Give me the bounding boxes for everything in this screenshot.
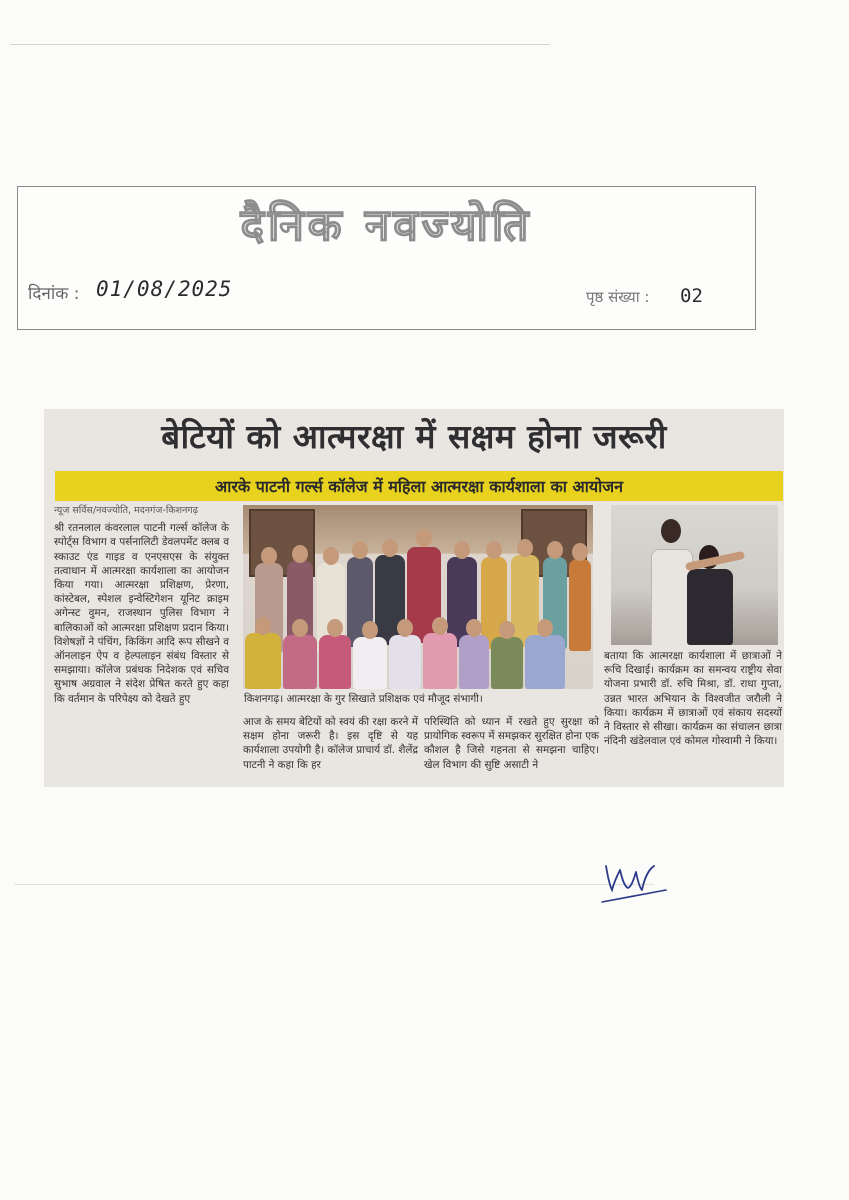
article-column-3: परिस्थिति को ध्यान में रखते हुए सुरक्षा को प्रायोगिक स्वरूप में समझकर सुरक्षित होना एक कौशल है जिसे गहनता से समझना चाहिए। खेल विभाग की सुष्टि असाटी ने — [424, 716, 599, 771]
person-head — [323, 547, 339, 565]
person-figure — [319, 635, 351, 689]
person-head — [261, 547, 277, 565]
person-head — [352, 541, 368, 559]
person-head — [499, 621, 515, 639]
person-figure — [525, 635, 565, 689]
article-byline: न्यूज सर्विस/नवज्योति, मदनगंज-किशनगढ़ — [54, 505, 199, 516]
person-head — [466, 619, 482, 637]
page-number-value: 02 — [680, 285, 703, 307]
article-headline: बेटियों को आत्मरक्षा में सक्षम होना जरूरी — [161, 417, 667, 456]
page-number-label: पृष्ठ संख्या : — [586, 288, 650, 306]
person-figure — [389, 635, 421, 689]
person-head — [517, 539, 533, 557]
newspaper-header-box — [17, 186, 756, 330]
person-head — [454, 541, 470, 559]
group-photo — [243, 505, 593, 689]
column-1-text: श्री रतनलाल कंवरलाल पाटनी गर्ल्स कॉलेज के स्पोर्ट्स विभाग व पर्सनालिटी डेवलपमेंट क्लब व स्काउट एंड गाइड व एनएसएस के संयुक्त तत्वाधान में आत्मरक्षा कार्यशाला का आयोजन किया गया। आत्मरक्षा प्रशिक्षण, प्रेरणा, कांस्टेबल, स्पेशल इन्वेस्टिगेशन यूनिट क्राइम अगेन्स्ट वुमन, राजस्थान पुलिस विभाग ने बालिकाओं को आत्मरक्षा प्रशिक्षण प्रदान किया। विशेषज्ञों ने पंचिंग, किकिंग आदि रूप सीखने व ऑनलाइन ऐप व हेल्पलाइन संबंध विस्तार से समझाया। कॉलेज प्रबंधक निदेशक एवं सचिव सुभाष अग्रवाल ने संदेश प्रेषित करते हुए कहा कि वर्तमान के परिपेक्ष्य को देखते हुए — [54, 522, 229, 705]
date-label: दिनांक : — [28, 284, 80, 304]
person-figure — [353, 637, 387, 689]
newspaper-name: दैनिक नवज्योति — [240, 200, 533, 251]
article-subheadline: आरके पाटनी गर्ल्स कॉलेज में महिला आत्मरक्षा कार्यशाला का आयोजन — [214, 477, 624, 496]
person-head — [416, 529, 432, 547]
photo-caption: किशनगढ़। आत्मरक्षा के गुर सिखाते प्रशिक्षक एवं मौजूद संभागी। — [244, 693, 483, 705]
person-figure — [283, 635, 317, 689]
person-figure — [569, 559, 591, 651]
article-column-4: बताया कि आत्मरक्षा कार्यशाला में छात्राओं ने रूचि दिखाई। कार्यक्रम का समन्वय राष्ट्रीय सेवा योजना प्रभारी डॉ. रुचि मिश्रा, डॉ. राधा गुप्ता, उन्नत भारत अभियान के विश्वजीत जरौली ने किया। कार्यक्रम में छात्राओं एवं संकाय सदस्यों ने विस्तार से सीखा। कार्यक्रम का संचालन छात्रा नंदिनी खंडेलवाल एवं कोमल गोस्वामी ने किया। — [604, 650, 782, 748]
person-head — [486, 541, 502, 559]
scan-artifact-line — [10, 44, 550, 45]
person-head — [537, 619, 553, 637]
date-value: 01/08/2025 — [96, 277, 233, 301]
person-figure — [245, 633, 281, 689]
scan-artifact-line — [14, 884, 654, 885]
person-head — [432, 617, 448, 635]
trainee-figure — [687, 569, 733, 645]
article-column-2: आज के समय बेटियों को स्वयं की रक्षा करने में सक्षम होना जरूरी है। इस दृष्टि से यह कार्यशाला उपयोगी है। कॉलेज प्राचार्य डॉ. शैलेंद्र पाटनी ने कहा कि हर — [243, 716, 418, 771]
handwritten-signature — [598, 856, 670, 908]
person-head — [292, 619, 308, 637]
person-head — [572, 543, 588, 561]
person-head — [327, 619, 343, 637]
subheadline-bar — [55, 471, 783, 501]
person-head — [292, 545, 308, 563]
person-figure — [511, 555, 539, 647]
person-head — [362, 621, 378, 639]
person-head — [397, 619, 413, 637]
newspaper-clipping — [44, 409, 784, 787]
article-column-1 — [54, 504, 229, 706]
self-defense-demo-photo — [611, 505, 778, 645]
trainer-head — [661, 519, 681, 543]
person-head — [382, 539, 398, 557]
person-head — [255, 617, 271, 635]
person-figure — [423, 633, 457, 689]
person-figure — [459, 635, 489, 689]
person-figure — [491, 637, 523, 689]
person-head — [547, 541, 563, 559]
